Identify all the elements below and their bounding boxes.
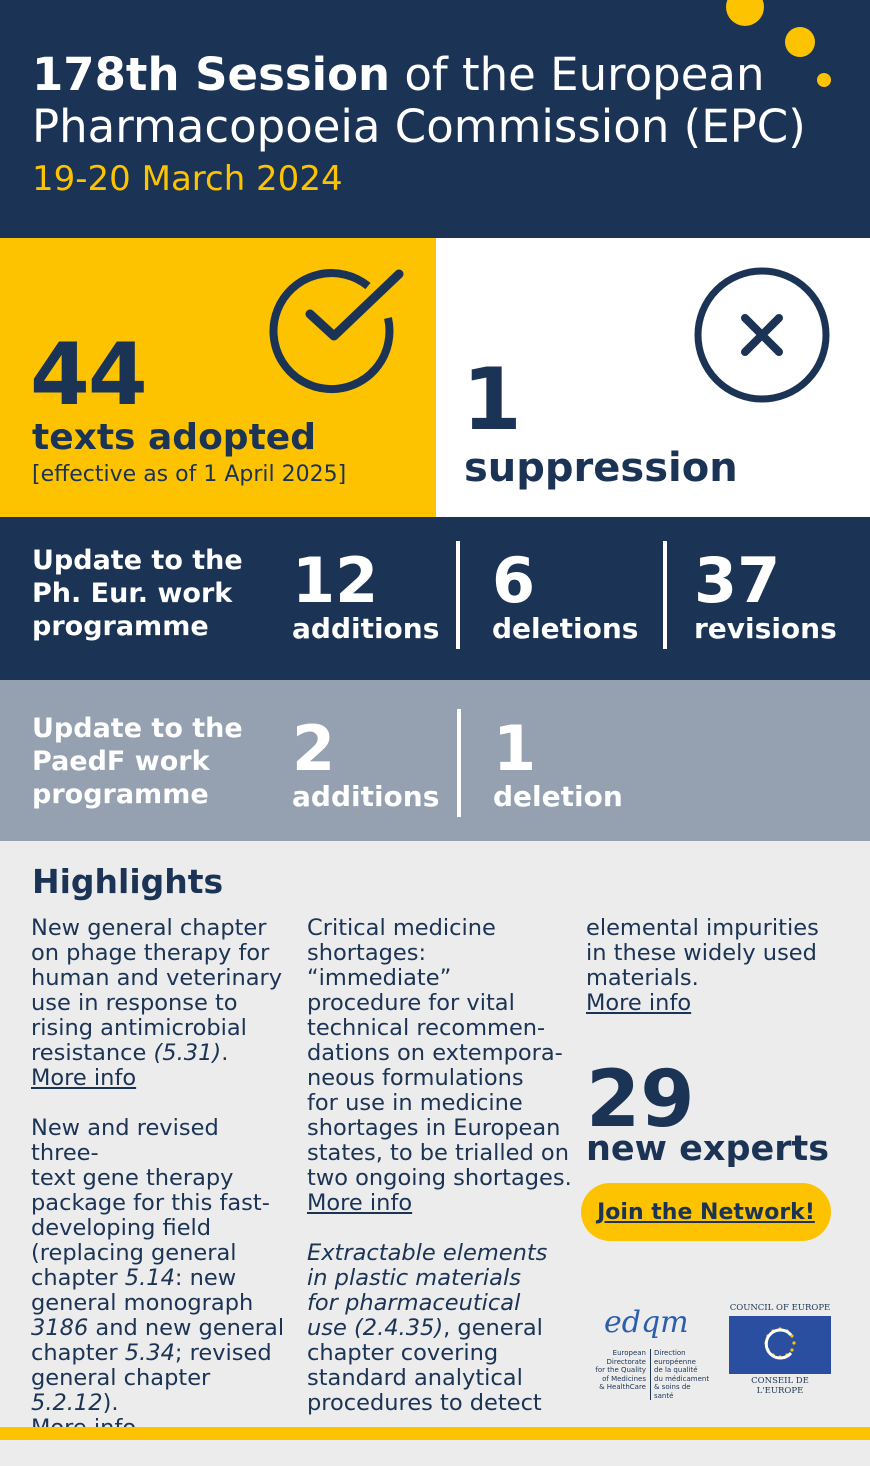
- highlights-title: Highlights: [32, 862, 224, 901]
- text-line: New and revised three-: [31, 1115, 219, 1166]
- text-line: text gene therapy: [31, 1165, 234, 1191]
- highlight-gene-therapy: New and revised three- text gene therapy package for this fast- developing field (replacing general chapter 5.14: new general monograph 3186 and new general chapter 5.34; revised general chapter 5.2.12).: [31, 1116, 293, 1441]
- wp-deletions-label: deletions: [492, 612, 639, 645]
- highlight-medicine-shortages: [307, 916, 572, 1216]
- title-rest: of the European: [390, 48, 765, 101]
- texts-adopted-label: texts adopted: [32, 417, 316, 458]
- text-line: de la qualité: [654, 1366, 698, 1374]
- edqm-french-name: [650, 1349, 710, 1400]
- chapter-ref: (5.31): [153, 1040, 222, 1066]
- new-experts-count: 29: [586, 1055, 695, 1145]
- text-line: dations on extempora-: [307, 1040, 563, 1066]
- text-line: rising antimicrobial: [31, 1015, 247, 1041]
- text-line: materials.: [586, 965, 699, 991]
- more-info-link[interactable]: More info: [31, 1065, 137, 1091]
- text-line: for pharmaceutical: [307, 1290, 521, 1316]
- text-line: standard analytical: [307, 1365, 523, 1391]
- wp-revisions-label: revisions: [694, 612, 837, 645]
- text-line: resistance: [31, 1040, 154, 1066]
- session-date: 19-20 March 2024: [32, 159, 343, 199]
- highlights-column-2: [307, 916, 572, 1441]
- footer-bar: [0, 1427, 870, 1440]
- highlight-elemental-impurities-continued: [586, 916, 846, 1016]
- page-title-line1: [32, 48, 765, 102]
- text-line: elemental impurities: [586, 915, 819, 941]
- suppression-count: 1: [462, 350, 522, 450]
- coe-flag-icon: [729, 1316, 831, 1374]
- decorative-dot: [785, 27, 815, 57]
- text-line: Extractable elements: [307, 1240, 548, 1266]
- highlights-column-3: [586, 916, 846, 1041]
- coe-french-name: CONSEIL DE L'EUROPE: [751, 1376, 809, 1396]
- text-line: states, to be trialled on: [307, 1140, 569, 1166]
- text-line: Critical medicine: [307, 915, 496, 941]
- text-line: in these widely used: [586, 940, 817, 966]
- decorative-dot: [817, 73, 831, 87]
- paedf-wp-title-line: Update to the: [32, 713, 243, 744]
- texts-adopted-count: 44: [30, 325, 146, 425]
- highlight-extractable-elements: [307, 1241, 572, 1416]
- paedf-additions-count: 2: [292, 712, 336, 785]
- wp-revisions-count: 37: [694, 544, 781, 617]
- text-line: on phage therapy for: [31, 940, 270, 966]
- text-line: & soins de santé: [654, 1383, 691, 1400]
- text-line: chapter covering: [307, 1340, 499, 1366]
- x-circle-icon: [692, 266, 832, 406]
- text-line: procedure for vital: [307, 990, 515, 1016]
- join-network-button[interactable]: Join the Network!: [581, 1183, 831, 1241]
- text-line: (replacing general: [31, 1240, 237, 1266]
- text-line: neous formulations: [307, 1065, 524, 1091]
- pheur-wp-title: [32, 544, 243, 643]
- text-line: & HealthCare: [599, 1383, 646, 1391]
- text-line: procedures to detect: [307, 1390, 542, 1416]
- highlight-phage-therapy: New general chapter on phage therapy for human and veterinary use in response to rising antimicrobial resistance (5.31). More info: [31, 915, 283, 1091]
- text-line: technical recommen-: [307, 1015, 546, 1041]
- paedf-additions-label: additions: [292, 780, 440, 813]
- divider: [663, 541, 667, 649]
- pheur-wp-title-line: programme: [32, 611, 209, 642]
- paedf-wp-title: [32, 712, 243, 811]
- pheur-wp-title-line: Update to the: [32, 545, 243, 576]
- coe-english-name: COUNCIL OF EUROPE: [729, 1303, 831, 1313]
- wp-additions-count: 12: [292, 544, 379, 617]
- text-line: shortages in European: [307, 1115, 561, 1141]
- wp-additions-label: additions: [292, 612, 440, 645]
- edqm-wordmark: edqm: [604, 1305, 689, 1340]
- suppression-label: suppression: [464, 445, 738, 491]
- text-line: du médicament: [654, 1374, 710, 1383]
- text-line: two ongoing shortages.: [307, 1165, 572, 1191]
- paedf-deletion-count: 1: [493, 712, 537, 785]
- text-line: human and veterinary: [31, 965, 283, 991]
- chapter-ref: use (2.4.35): [307, 1315, 444, 1341]
- council-of-europe-logo: [729, 1303, 831, 1396]
- edqm-english-name: [586, 1349, 646, 1392]
- text-line: of Medicines: [602, 1374, 646, 1383]
- text-line: developing field: [31, 1215, 212, 1241]
- new-experts-label: new experts: [586, 1129, 830, 1169]
- paedf-wp-title-line: PaedF work: [32, 746, 210, 777]
- pheur-wp-title-line: Ph. Eur. work: [32, 578, 233, 609]
- edqm-logo: [586, 1305, 711, 1400]
- effective-date: [effective as of 1 April 2025]: [32, 462, 347, 487]
- paedf-wp-title-line: programme: [32, 779, 209, 810]
- session-number: 178th Session: [32, 48, 391, 101]
- text-line: Direction européenne: [654, 1349, 696, 1366]
- page-title-line2: Pharmacopoeia Commission (EPC): [32, 100, 806, 153]
- text-line: in plastic materials: [307, 1265, 521, 1291]
- text-line: , general: [443, 1315, 543, 1341]
- wp-deletions-count: 6: [492, 544, 536, 617]
- text-line: European Directorate: [606, 1349, 646, 1366]
- decorative-dot: [726, 0, 764, 26]
- more-info-link[interactable]: More info: [586, 990, 692, 1016]
- more-info-link[interactable]: More info: [307, 1190, 413, 1216]
- checkmark-circle-icon: [264, 264, 409, 394]
- divider: [457, 709, 461, 817]
- text-line: for the Quality: [595, 1366, 646, 1374]
- paedf-deletion-label: deletion: [493, 780, 623, 813]
- divider: [456, 541, 460, 649]
- text-line: package for this fast-: [31, 1190, 270, 1216]
- text-line: New general chapter: [31, 915, 267, 941]
- text-line: for use in medicine: [307, 1090, 523, 1116]
- text-line: shortages: “immediate”: [307, 940, 452, 991]
- highlights-column-1: [31, 916, 293, 1466]
- text-line: use in response to: [31, 990, 238, 1016]
